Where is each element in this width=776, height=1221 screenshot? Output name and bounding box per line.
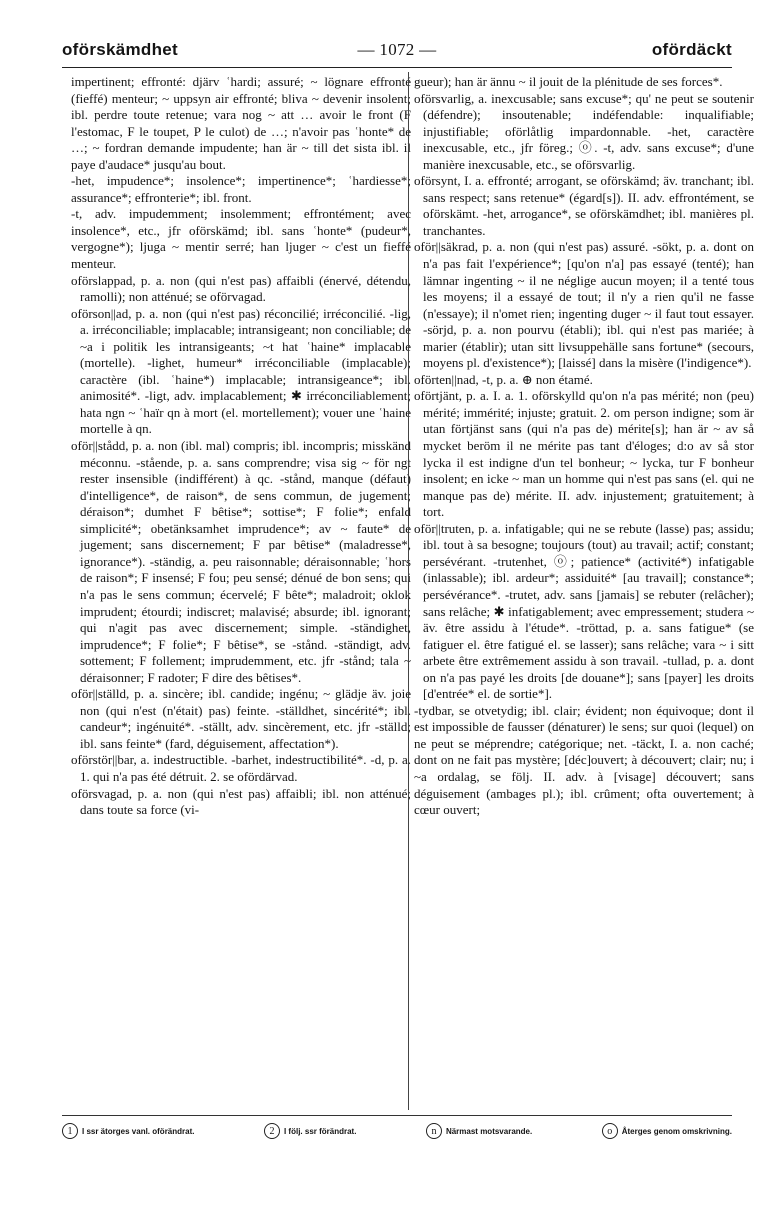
entry-paragraph: oförsvarlig, a. inexcusable; sans excuse*; qu' ne peut se soutenir (défendre); insoutenable; indéfendable: inqualifiable; injustifiable; oförlåtlig impardonnable. -het, caractère inexcusable, etc., jfr föreg.; ⓞ. -t, adv. sans excuse*; d'une manière inexcusable, etc., se oförsvarlig. (414, 90, 754, 172)
footnote-item (602, 1123, 732, 1139)
entry-paragraph: -het, impudence*; insolence*; impertinence*; ʿhardiesse*; assurance*; effronterie*; ibl. front. (71, 173, 411, 205)
left-column (71, 74, 411, 819)
entry-paragraph: oför||truten, p. a. infatigable; qui ne se rebute (lasse) pas; assidu; ibl. tout à sa besogne; toujours (tout) au travail; actif; constant; persévérant. -trutenhet, ⓞ; patience* (activité*) infatigable (inlassable); ibl. ardeur*; assiduité* [au travail]; constance*; persévérance*. -trutet, adv. sans [jamais] se rebuter (relâcher); sans relâche; ✱ infatigablement; avec empressement; studera ~ äv. être assidu à l'étude*. -tröttad, p. a. sans fatigue* (se fatiguer el. être fatigué el. se lasser); sans relâche; vara ~ i sitt arbete être extrêmement assidu à son travail. -tullad, p. a. dont on n'a pas payé les droits [de douane*]; sans [payer] les droits [d'entrée* el. de sortie*]. (414, 520, 754, 702)
header-rule (62, 67, 732, 68)
entry-paragraph: oför||ställd, p. a. sincère; ibl. candide; ingénu; ~ glädje äv. joie non (qui n'est (n'était) pas) feinte. -ställdhet, sincérité*; ibl. candeur*; ingénuité*. -ställt, adv. sincèrement, etc. jfr -ställd; ibl. sans feinte* (fard, déguisement, affectation*). (71, 686, 411, 751)
circled-o-icon: o (602, 1123, 618, 1139)
entry-paragraph: oförson||ad, p. a. non (qui n'est pas) réconcilié; irréconcilié. -lig, a. irréconciliable; implacable; intransigeant; non conciliable; de ~a i politik les intransigeants; ~t hat ʿhaine* implacable (mortelle). -lighet, humeur* irréconciliable (implacable); caractère (ibl. ʿhaine*) implacable; intransigeance*; ibl. animosité*. -ligt, adv. implacablement; ✱ irréconciliablement; hata ngn ~ ʿhaïr qn à mort (el. mortellement); vouer une ʿhaine mortelle à qn. (71, 305, 412, 437)
right-column (414, 74, 754, 819)
circled-one-icon: 1 (62, 1123, 78, 1139)
header-right-guide-word: ofördäckt (651, 40, 732, 59)
entry-paragraph: -t, adv. impudemment; insolemment; effrontément; avec insolence*, etc., jfr oförskämd; ibl. sans ʿhonte* (pudeur*, vergogne*); ljuga ~ mentir serré; han ljuger ~ c'est un fieffé menteur. (71, 206, 411, 272)
circled-two-icon: 2 (264, 1123, 280, 1139)
footnote-text: Närmast motsvarande. (445, 1126, 533, 1136)
footnote-item (264, 1123, 356, 1139)
entry-paragraph: oförsvagad, p. a. non (qui n'est pas) affaibli; ibl. non atténué; dans toute sa force (vi- (71, 785, 411, 818)
footnote-item (426, 1123, 532, 1139)
entry-paragraph: gueur); han är ännu ~ il jouit de la plénitude de ses forces*. (414, 74, 723, 89)
entry-paragraph: oför||säkrad, p. a. non (qui n'est pas) assuré. -sökt, p. a. dont on n'a pas fait l'expérience*; [qu'on n'a] pas essayé (tenté); han lämnar ingenting ~ il ne néglige aucun moyen; il a tenté tous les moyens; il a essayé de tout; il n'y a rien qu'il ne fasse (n'essaye); il n'omet rien; ingenting duger ~ il faut tout essayer. -sörjd, p. a. non pourvu (établi); ibl. qui n'est pas mariée; à marier (établir); utan sitt livsuppehälle sans fortune* (secours, moyens pl. d'existence*); [laissé] dans la misère (l'indigence*). (414, 239, 754, 371)
entry-paragraph: impertinent; effronté: djärv ʿhardi; assuré; ~ lögnare effronté (fieffé) menteur; ~ uppsyn air effronté; bliva ~ devenir insolent; ibl. perdre toute retenue; vara nog ~ att … avoir le front (F l'estomac, F le toupet, P le culot) de …; n'avoir pas ʿhonte* de …; ~ fordran demande impudente; han är ~ till det sista ibl. il paye d'audace* jusqu'au bout. (71, 74, 411, 172)
entry-paragraph: oförten||nad, -t, p. a. ⊕ non étamé. (414, 371, 593, 387)
footnote-item (62, 1123, 194, 1139)
circled-n-icon: n (426, 1123, 442, 1139)
entry-paragraph: oför||stådd, p. a. non (ibl. mal) compris; ibl. incompris; misskänd méconnu. -stående, p. a. sans comprendre; visa sig ~ för ngt rester insensible (indifférent) à qc. -stånd, manque (défaut) d'intelligence*, de raison*, de sens commun, de jugement; déraison*; dumhet F bêtise*; sottise*; F folie*; enfald simplicité*; obetänksamhet imprudence*; av ~ faute* de jugement; sans discernement; F par bêtise* (maladresse*, ignorance*). -ständig, a. peu raisonnable; déraisonnable; ʿhors de raison*; F insensé; F fou; peu sensé; dénué de bon sens; qui n'a pas le sens commun; écervelé; F bête*; maladroit; oklok imprudent; étourdi; indiscret; malavisé; absurde; ibl. ignorant; qui n'agit pas avec discernement; simple. -ständighet, imprudence*; F folie*; F bêtise*, se -stånd. -ständigt, adv. sottement; F follement; imprudemment, etc. jfr -stånd; tala ~ déraisonner; F radoter; F dire des bêtises*. (71, 438, 411, 685)
entry-paragraph: oförslappad, p. a. non (qui n'est pas) affaibli (énervé, détendu, ramolli); non atténué; se oförvagad. (71, 272, 411, 305)
column-divider (408, 72, 409, 1110)
footnote-legend (62, 1120, 732, 1142)
entry-paragraph: -tydbar, se otvetydig; ibl. clair; évident; non équivoque; dont il est impossible de fausser (dénaturer) le sens; sur quoi (lequel) on ne peut se méprendre; catégorique; net. -täckt, I. a. non caché; dont on ne fait pas mystère; [déc]ouvert; à découvert; clair; nu; i ~a ordalag, se följ. II. adv. à [visage] découvert; sans déguisement (ambages pl.); ibl. crûment; ofta ouvertement; à cœur ouvert; (414, 702, 754, 818)
entry-paragraph: oförtjänt, p. a. I. a. 1. oförskylld qu'on n'a pas mérité; non (peu) mérité; immérité; injuste; gratuit. 2. om person indigne; som är utan förtjänst sans (qui n'a pas de) mérite[s]; han är ~ av så mycket beröm il ne mérite pas tant d'éloges; d:o av så stor lycka il est indigne d'un tel bonheur; ~ lycka, tur F bonheur insolent; en icke ~ man un homme qui n'est pas sans (el. qui ne manque pas de) mérite. II. adv. injustement; gratuitement; à tort. (414, 388, 754, 520)
entry-paragraph: oförsynt, I. a. effronté; arrogant, se oförskämd; äv. tranchant; ibl. sans respect; sans retenue* (égard[s]). II. adv. effrontément, se oförskämt. -het, arrogance*, se oförskämdhet; ibl. manières pl. tranchantes. (414, 173, 754, 238)
page-number: — 1072 — (357, 40, 437, 59)
footer-rule (62, 1115, 732, 1116)
page-header (62, 38, 732, 66)
footnote-text: I följ. ssr förändrat. (283, 1126, 357, 1136)
footnote-text: Återges genom omskrivning. (621, 1126, 732, 1136)
entry-paragraph: oförstör||bar, a. indestructible. -barhet, indestructibilité*. -d, p. a. 1. qui n'a pas été détruit. 2. se ofördärvad. (71, 752, 411, 784)
footnote-text: I ssr ätorges vanl. oförändrat. (82, 1126, 195, 1136)
header-left-guide-word: oförskämdhet (62, 40, 179, 59)
